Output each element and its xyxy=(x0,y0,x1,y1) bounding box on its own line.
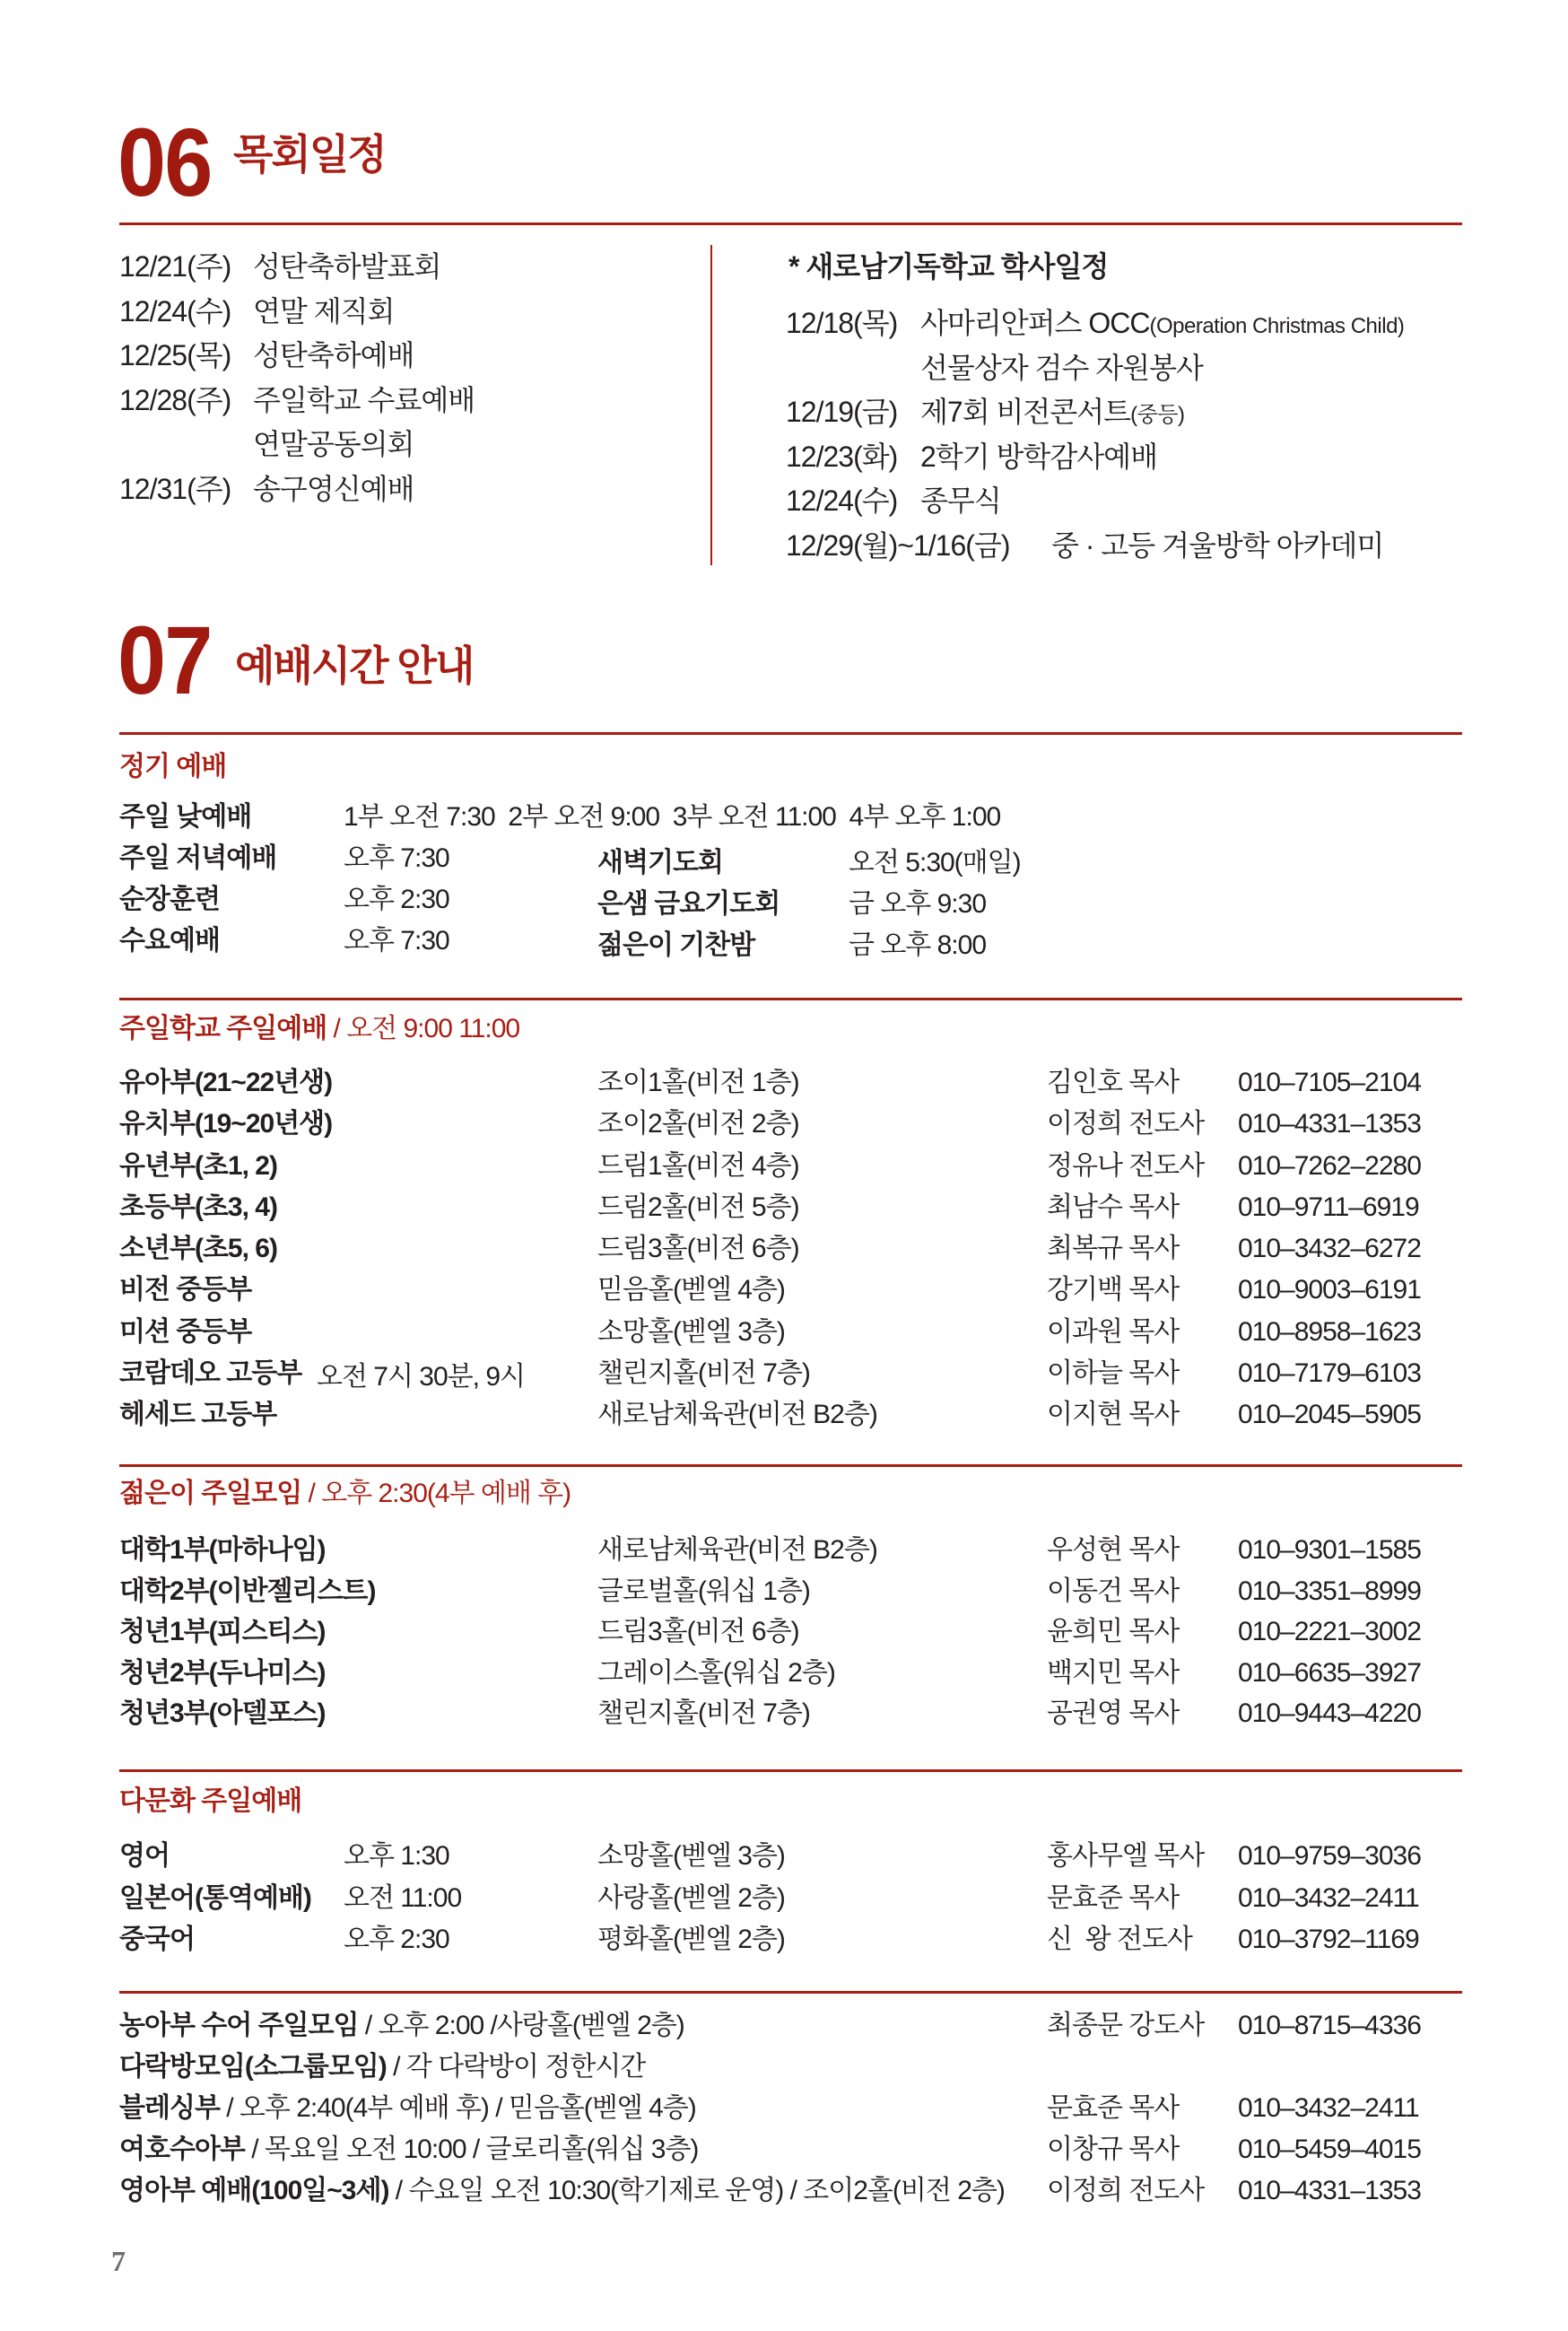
schedule-event: 주일학교 수료예배 xyxy=(253,383,475,416)
meeting-name: 농아부 수어 주일모임 xyxy=(119,2011,359,2040)
table-row xyxy=(119,1187,1465,1228)
school-event-text: 제7회 비전콘서트 xyxy=(920,396,1131,428)
location: 새로남체육관(비전 B2층) xyxy=(597,1535,877,1565)
table-row xyxy=(119,1693,1465,1734)
table-row xyxy=(119,1146,1465,1187)
pastor: 백지민 목사 xyxy=(1047,1657,1180,1688)
pastor: 이동건 목사 xyxy=(1047,1576,1180,1606)
table-row xyxy=(119,1571,1465,1612)
meeting-details: / 오후 2:00 /사랑홀(벧엘 2층) xyxy=(358,2011,684,2040)
meeting-name: 다락방모임(소그룹모임) xyxy=(119,2052,387,2082)
section-number-07: 07 xyxy=(118,606,212,714)
pastor: 문효준 목사 xyxy=(1047,1882,1180,1913)
meeting-info xyxy=(119,2129,698,2170)
section-divider xyxy=(119,223,1462,225)
section-divider xyxy=(119,1769,1462,1772)
page-number: 7 xyxy=(111,2245,126,2277)
worship-time: 금 오후 9:30 xyxy=(849,889,986,919)
school-schedule-item xyxy=(786,346,1468,391)
school-event-note: (중등) xyxy=(1130,403,1185,427)
table-row xyxy=(119,2047,1465,2088)
location: 드림1홀(비전 4층) xyxy=(597,1150,799,1181)
department: 미션 중등부 xyxy=(119,1316,252,1347)
service-time: 오후 1:30 xyxy=(344,1841,449,1871)
department: 소년부(초5, 6) xyxy=(119,1234,277,1264)
language: 일본어(통역예배) xyxy=(119,1882,311,1913)
school-event xyxy=(920,301,1404,349)
schedule-item xyxy=(119,379,693,423)
schedule-date: 12/24(수) xyxy=(119,294,231,327)
meeting-details: / 수요일 오전 10:30(학기제로 운영) / 조이2홀(비전 2층) xyxy=(388,2176,1005,2205)
schedule-event: 성탄축하발표회 xyxy=(253,250,441,283)
worship-time: 오후 7:30 xyxy=(344,926,449,956)
table-row xyxy=(119,1919,1465,1961)
school-schedule-item xyxy=(786,390,1468,435)
school-date: 12/29(월)~1/16(금) xyxy=(786,528,1010,562)
meeting-info xyxy=(119,2047,645,2088)
table-row xyxy=(119,1611,1465,1653)
meeting-name: 영아부 예배(100일~3세) xyxy=(119,2176,389,2205)
phone: 010–9003–6191 xyxy=(1238,1275,1421,1305)
department: 초등부(초3, 4) xyxy=(119,1192,277,1222)
language: 영어 xyxy=(119,1841,170,1871)
department: 청년1부(피스티스) xyxy=(119,1617,326,1646)
schedule-event: 송구영신예배 xyxy=(253,472,414,505)
other-meetings-table xyxy=(119,2005,1465,2212)
worship-time: 오후 2:30 xyxy=(344,885,449,914)
meeting-details: / 오후 2:40(4부 예배 후) / 믿음홀(벧엘 4층) xyxy=(219,2093,696,2123)
phone: 010–3432–2411 xyxy=(1238,2093,1419,2123)
school-event-text: 사마리안퍼스 OCC xyxy=(920,307,1150,339)
young-adults-table xyxy=(119,1530,1465,1734)
department: 유년부(초1, 2) xyxy=(119,1150,277,1181)
school-schedule-item xyxy=(786,524,1468,569)
school-schedule-title: * 새로남기독학교 학사일정 xyxy=(788,250,1109,283)
meeting-details: / 목요일 오전 10:00 / 글로리홀(워십 3층) xyxy=(244,2135,699,2164)
location: 소망홀(벧엘 3층) xyxy=(597,1316,785,1347)
location: 사랑홀(벧엘 2층) xyxy=(597,1882,785,1913)
pastor: 이지현 목사 xyxy=(1047,1400,1180,1430)
department: 헤세드 고등부 xyxy=(119,1400,277,1430)
location: 그레이스홀(워십 2층) xyxy=(597,1657,835,1688)
table-row xyxy=(119,1228,1465,1270)
table-row xyxy=(119,1878,1465,1920)
school-event: 중 · 고등 겨울방학 아카데미 xyxy=(1051,528,1384,562)
subheading-young-adults xyxy=(119,1479,571,1509)
school-event xyxy=(920,390,1184,438)
phone: 010–2045–5905 xyxy=(1238,1400,1421,1430)
meeting-details: / 각 다락방이 정한시간 xyxy=(386,2052,646,2082)
table-row xyxy=(119,2129,1465,2170)
location: 드림3홀(비전 6층) xyxy=(597,1234,799,1264)
schedule-event: 성탄축하예배 xyxy=(253,339,414,371)
schedule-item xyxy=(119,423,693,467)
worship-label: 젊은이 기찬밤 xyxy=(597,930,755,960)
phone: 010–3432–6272 xyxy=(1238,1234,1421,1264)
subheading-title: 젊은이 주일모임 xyxy=(119,1479,302,1508)
schedule-date: 12/31(주) xyxy=(119,472,231,505)
subheading-time: / 오후 2:30(4부 예배 후) xyxy=(301,1479,571,1508)
schedule-date: 12/28(주) xyxy=(119,383,231,416)
department: 코람데오 고등부 xyxy=(119,1358,302,1389)
subheading-sunday-school xyxy=(119,1014,519,1044)
department: 비전 중등부 xyxy=(119,1275,252,1305)
table-row xyxy=(119,2088,1465,2129)
section-title-worship-times: 예배시간 안내 xyxy=(235,642,474,689)
school-schedule-item xyxy=(786,479,1468,524)
pastor: 이과원 목사 xyxy=(1047,1316,1180,1347)
pastor: 김인호 목사 xyxy=(1047,1068,1180,1097)
service-time: 오후 2:30 xyxy=(344,1925,449,1954)
school-date: 12/19(금) xyxy=(786,396,898,428)
worship-label: 주일 저녁예배 xyxy=(119,843,277,873)
phone: 010–4331–1353 xyxy=(1238,1109,1421,1139)
schedule-item xyxy=(119,290,693,335)
section-title-pastoral-schedule: 목회일정 xyxy=(233,131,386,178)
phone: 010–3432–2411 xyxy=(1238,1882,1419,1913)
phone: 010–2221–3002 xyxy=(1238,1617,1421,1646)
schedule-item xyxy=(119,334,693,379)
subheading-title: 주일학교 주일예배 xyxy=(119,1014,327,1043)
table-row xyxy=(119,1836,1465,1878)
subheading-title: 다문화 주일예배 xyxy=(119,1786,302,1816)
department: 유치부(19~20년생) xyxy=(119,1109,333,1139)
phone: 010–9711–6919 xyxy=(1238,1192,1419,1222)
phone: 010–3792–1169 xyxy=(1238,1925,1419,1954)
section-divider xyxy=(119,1991,1462,1994)
meeting-info xyxy=(119,2088,696,2129)
sunday-school-table xyxy=(119,1062,1465,1436)
worship-time: 오후 7:30 xyxy=(344,843,449,873)
multicultural-table xyxy=(119,1836,1465,1961)
pastor: 공권영 목사 xyxy=(1047,1698,1180,1728)
meeting-name: 블레싱부 xyxy=(119,2093,220,2123)
location: 드림3홀(비전 6층) xyxy=(597,1617,799,1646)
phone: 010–9759–3036 xyxy=(1238,1841,1421,1871)
language: 중국어 xyxy=(119,1925,195,1954)
location: 챌린지홀(비전 7층) xyxy=(597,1698,810,1728)
location: 챌린지홀(비전 7층) xyxy=(597,1358,810,1389)
meeting-name: 여호수아부 xyxy=(119,2135,245,2164)
pastor: 최남수 목사 xyxy=(1047,1192,1180,1222)
worship-time: 금 오후 8:00 xyxy=(849,930,986,960)
subheading-regular-worship: 정기 예배 xyxy=(119,752,227,781)
worship-label: 은샘 금요기도회 xyxy=(597,889,780,919)
table-row xyxy=(119,1353,1465,1394)
school-event-note: (Operation Christmas Child) xyxy=(1149,314,1405,338)
worship-time: 1부 오전 7:30 2부 오전 9:00 3부 오전 11:00 4부 오후 1:00 xyxy=(344,802,1001,832)
department: 대학1부(마하나임) xyxy=(119,1535,326,1565)
table-row xyxy=(119,2005,1465,2047)
meeting-info xyxy=(119,2005,684,2047)
meeting-info xyxy=(119,2170,1005,2212)
table-row xyxy=(119,2170,1465,2212)
worship-row xyxy=(119,921,1465,962)
pastor: 최종문 강도사 xyxy=(1047,2011,1205,2040)
worship-row xyxy=(119,879,1465,921)
pastor: 정유나 전도사 xyxy=(1047,1150,1205,1181)
schedule-date: 12/21(주) xyxy=(119,250,231,283)
school-schedule-list xyxy=(786,301,1468,568)
pastor: 최복규 목사 xyxy=(1047,1234,1180,1264)
phone: 010–9443–4220 xyxy=(1238,1698,1421,1728)
section-divider xyxy=(119,732,1462,735)
table-row xyxy=(119,1394,1465,1436)
phone: 010–8958–1623 xyxy=(1238,1316,1421,1347)
phone: 010–7105–2104 xyxy=(1238,1068,1421,1097)
service-time: 오전 7시 30분, 9시 xyxy=(317,1362,525,1392)
worship-time: 오전 5:30(매일) xyxy=(849,848,1021,877)
phone: 010–8715–4336 xyxy=(1238,2011,1421,2040)
regular-worship-table xyxy=(119,797,1465,962)
location: 새로남체육관(비전 B2층) xyxy=(597,1400,877,1430)
pastor: 신 왕 전도사 xyxy=(1047,1925,1192,1954)
phone: 010–7262–2280 xyxy=(1238,1150,1421,1181)
school-event: 선물상자 검수 자원봉사 xyxy=(920,351,1203,384)
phone: 010–6635–3927 xyxy=(1238,1657,1421,1688)
pastor: 강기백 목사 xyxy=(1047,1275,1180,1305)
department: 대학2부(이반젤리스트) xyxy=(119,1576,376,1606)
worship-label: 순장훈련 xyxy=(119,885,220,914)
table-row xyxy=(119,1270,1465,1311)
phone: 010–9301–1585 xyxy=(1238,1535,1421,1565)
table-row xyxy=(119,1104,1465,1145)
pastor: 윤희민 목사 xyxy=(1047,1617,1180,1646)
pastor: 이정희 전도사 xyxy=(1047,1109,1205,1139)
section-divider xyxy=(119,998,1462,1000)
worship-row xyxy=(119,797,1465,838)
school-event: 2학기 방학감사예배 xyxy=(920,440,1157,473)
school-date: 12/18(목) xyxy=(786,307,898,339)
pastor: 이창규 목사 xyxy=(1047,2135,1180,2164)
table-row xyxy=(119,1653,1465,1694)
worship-label: 주일 낮예배 xyxy=(119,802,252,832)
department: 유아부(21~22년생) xyxy=(119,1068,333,1097)
pastor: 이정희 전도사 xyxy=(1047,2176,1205,2205)
location: 드림2홀(비전 5층) xyxy=(597,1192,799,1222)
location: 믿음홀(벧엘 4층) xyxy=(597,1275,785,1305)
church-schedule-list xyxy=(119,245,693,511)
pastor: 이하늘 목사 xyxy=(1047,1358,1180,1389)
subheading-time: / 오전 9:00 11:00 xyxy=(327,1014,520,1043)
table-row xyxy=(119,1062,1465,1104)
phone: 010–4331–1353 xyxy=(1238,2176,1421,2205)
section-divider xyxy=(119,1464,1462,1467)
school-event: 종무식 xyxy=(920,485,1001,517)
school-date: 12/24(수) xyxy=(786,485,898,517)
worship-label: 새벽기도회 xyxy=(597,848,723,877)
pastor: 홍사무엘 목사 xyxy=(1047,1841,1205,1871)
department: 청년2부(두나미스) xyxy=(119,1657,326,1688)
table-row xyxy=(119,1312,1465,1353)
school-schedule-item xyxy=(786,435,1468,480)
pastor: 문효준 목사 xyxy=(1047,2093,1180,2123)
schedule-event: 연말공동의회 xyxy=(253,428,414,460)
school-date: 12/23(화) xyxy=(786,440,898,473)
phone: 010–3351–8999 xyxy=(1238,1576,1421,1606)
subheading-multicultural xyxy=(119,1786,301,1817)
school-schedule-item xyxy=(786,301,1468,346)
column-divider xyxy=(710,245,712,565)
phone: 010–5459–4015 xyxy=(1238,2135,1421,2164)
location: 소망홀(벧엘 3층) xyxy=(597,1841,785,1871)
pastor: 우성현 목사 xyxy=(1047,1535,1180,1565)
schedule-date: 12/25(목) xyxy=(119,339,231,371)
schedule-item xyxy=(119,467,693,512)
table-row xyxy=(119,1530,1465,1571)
location: 조이1홀(비전 1층) xyxy=(597,1068,799,1097)
section-number-06: 06 xyxy=(118,108,212,216)
location: 조이2홀(비전 2층) xyxy=(597,1109,799,1139)
schedule-item xyxy=(119,245,693,290)
schedule-event: 연말 제직회 xyxy=(253,294,395,327)
phone: 010–7179–6103 xyxy=(1238,1358,1421,1389)
location: 글로벌홀(워십 1층) xyxy=(597,1576,810,1606)
worship-row xyxy=(119,838,1465,879)
worship-label: 수요예배 xyxy=(119,926,220,956)
department: 청년3부(아델포스) xyxy=(119,1698,326,1728)
service-time: 오전 11:00 xyxy=(344,1882,462,1913)
location: 평화홀(벧엘 2층) xyxy=(597,1925,785,1954)
